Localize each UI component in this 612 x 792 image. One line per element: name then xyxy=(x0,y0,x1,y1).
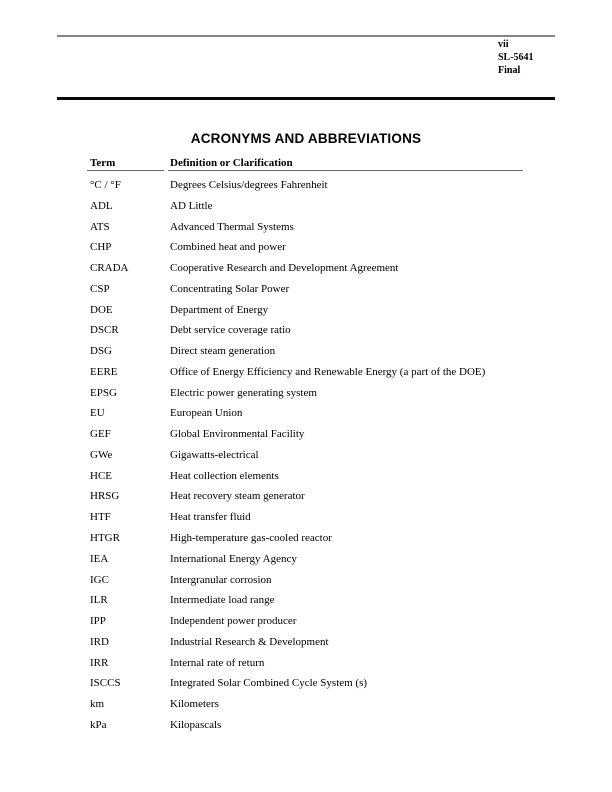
term-cell: GWe xyxy=(90,448,113,461)
table-row xyxy=(0,653,612,674)
page-title: ACRONYMS AND ABBREVIATIONS xyxy=(190,131,422,146)
column-header-term: Term xyxy=(90,157,116,169)
definition-cell: Integrated Solar Combined Cycle System (s) xyxy=(170,677,368,690)
table-row xyxy=(0,632,612,653)
term-column-underline xyxy=(87,170,164,171)
term-cell: HTGR xyxy=(90,532,120,545)
table-row xyxy=(0,507,612,528)
definition-cell: Kilopascals xyxy=(170,718,222,731)
table-row xyxy=(0,300,612,321)
term-cell: HRSG xyxy=(90,490,120,503)
table-row xyxy=(0,341,612,362)
table-row xyxy=(0,403,612,424)
definition-cell: AD Little xyxy=(170,199,213,212)
acronym-table-body xyxy=(0,175,612,736)
page-header-block xyxy=(498,38,534,77)
definition-cell: Department of Energy xyxy=(170,303,269,316)
definition-cell: Electric power generating system xyxy=(170,386,317,399)
term-cell: GEF xyxy=(90,428,111,441)
definition-cell: European Union xyxy=(170,407,243,420)
table-row xyxy=(0,673,612,694)
definition-cell: Concentrating Solar Power xyxy=(170,282,290,295)
definition-cell: Office of Energy Efficiency and Renewable Energy (a part of the DOE) xyxy=(170,365,486,378)
definition-cell: Cooperative Research and Development Agreement xyxy=(170,262,399,275)
header-top-rule xyxy=(57,35,555,37)
term-cell: ISCCS xyxy=(90,677,121,690)
term-cell: IRR xyxy=(90,656,109,669)
definition-cell: High-temperature gas-cooled reactor xyxy=(170,532,332,545)
page-number: vii xyxy=(498,39,509,50)
term-cell: DSCR xyxy=(90,324,119,337)
definition-cell: International Energy Agency xyxy=(170,552,297,565)
table-row xyxy=(0,715,612,736)
definition-cell: Intermediate load range xyxy=(170,594,275,607)
definition-cell: Heat recovery steam generator xyxy=(170,490,305,503)
table-row xyxy=(0,528,612,549)
definition-cell: Internal rate of return xyxy=(170,656,265,669)
table-row xyxy=(0,362,612,383)
definition-column-underline xyxy=(168,170,523,171)
table-row xyxy=(0,486,612,507)
term-cell: HTF xyxy=(90,511,111,524)
definition-cell: Degrees Celsius/degrees Fahrenheit xyxy=(170,179,328,191)
definition-cell: Intergranular corrosion xyxy=(170,573,272,586)
table-row xyxy=(0,175,612,196)
table-row xyxy=(0,383,612,404)
term-cell: CHP xyxy=(90,241,112,254)
definition-cell: Global Environmental Facility xyxy=(170,428,305,441)
table-row xyxy=(0,466,612,487)
term-cell: kPa xyxy=(90,718,107,731)
definition-cell: Independent power producer xyxy=(170,615,297,628)
header-bottom-rule xyxy=(57,97,555,100)
term-cell: CRADA xyxy=(90,262,129,275)
table-row xyxy=(0,196,612,217)
table-row xyxy=(0,694,612,715)
table-row xyxy=(0,217,612,238)
term-cell: IGC xyxy=(90,573,109,586)
term-cell: IRD xyxy=(90,635,109,648)
term-cell: EU xyxy=(90,407,105,420)
term-cell: ADL xyxy=(90,199,113,212)
term-cell: HCE xyxy=(90,469,112,482)
definition-cell: Heat transfer fluid xyxy=(170,511,251,524)
definition-cell: Direct steam generation xyxy=(170,345,276,358)
table-row xyxy=(0,237,612,258)
document-status: Final xyxy=(498,65,521,76)
table-row xyxy=(0,590,612,611)
term-cell: IEA xyxy=(90,552,109,565)
term-cell: EPSG xyxy=(90,386,117,399)
term-cell: IPP xyxy=(90,615,106,628)
definition-cell: Gigawatts-electrical xyxy=(170,448,259,461)
term-cell: ATS xyxy=(90,220,110,233)
table-row xyxy=(0,424,612,445)
definition-cell: Advanced Thermal Systems xyxy=(170,220,294,233)
definition-cell: Kilometers xyxy=(170,698,219,711)
table-row xyxy=(0,445,612,466)
term-cell: ILR xyxy=(90,594,108,607)
table-row xyxy=(0,279,612,300)
table-row xyxy=(0,258,612,279)
column-header-definition: Definition or Clarification xyxy=(170,157,293,169)
definition-cell: Combined heat and power xyxy=(170,241,286,254)
table-row xyxy=(0,611,612,632)
term-cell: °C / °F xyxy=(90,179,121,191)
document-number: SL-5641 xyxy=(498,52,534,63)
term-cell: DOE xyxy=(90,303,113,316)
term-cell: EERE xyxy=(90,365,118,378)
term-cell: DSG xyxy=(90,345,113,358)
term-cell: km xyxy=(90,698,105,711)
definition-cell: Heat collection elements xyxy=(170,469,279,482)
table-row xyxy=(0,570,612,591)
definition-cell: Industrial Research & Development xyxy=(170,635,329,648)
table-row xyxy=(0,320,612,341)
term-cell: CSP xyxy=(90,282,110,295)
definition-cell: Debt service coverage ratio xyxy=(170,324,291,337)
table-row xyxy=(0,549,612,570)
